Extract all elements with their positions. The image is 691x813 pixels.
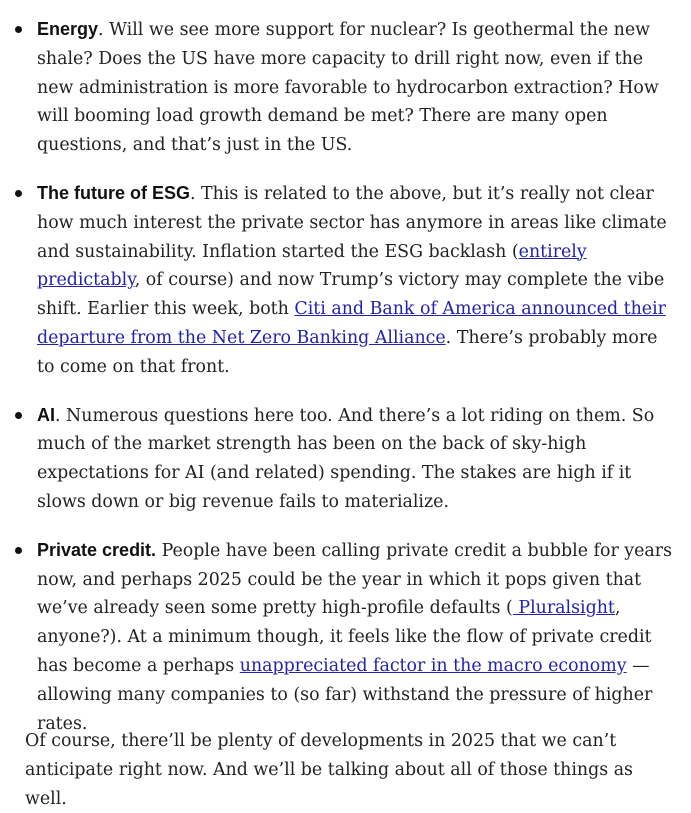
closing-paragraph: Of course, there’ll be plenty of developments in 2025 that we can’t anticipate right now. And we’ll be talking about all of those things as well. <box>25 731 633 809</box>
bullet-text: , anyone?). At a minimum though, it feels like the flow of private credit has become a perhaps <box>37 598 652 676</box>
bullet-text: Numerous questions here too. And there’s a lot riding on them. So much of the market strength has been on the back of sky-high expectations for AI (and related) spending. The stakes are high if it slows down or big revenue fails to materialize. <box>37 405 655 512</box>
bullet-dot-icon <box>15 190 22 197</box>
bullet-dot-icon <box>15 547 22 554</box>
link-unappreciated-factor[interactable]: unappreciated factor in the macro economy <box>239 655 627 676</box>
bullet-dot-icon <box>15 26 22 33</box>
bullet-title-punct: . <box>55 405 61 426</box>
bullet-title: The future of ESG <box>37 182 190 203</box>
bullet-text: This is related to the above, but it’s really not clear how much interest the private sector has anymore in areas like climate and sustainability. Inflation started the ESG backlash ( <box>37 183 667 262</box>
bullet-item-esg <box>0 179 691 382</box>
bullet-title: Energy <box>37 19 99 39</box>
link-net-zero-banking-alliance[interactable]: Citi and Bank of America announced their departure from the Net Zero Banking Alliance <box>37 299 666 348</box>
bullet-title: AI <box>37 404 55 425</box>
bullet-title: Private credit. <box>37 539 157 560</box>
bullet-item-ai <box>0 401 691 517</box>
bullet-dot-icon <box>15 412 22 419</box>
bullet-item-energy <box>0 15 691 160</box>
bullet-item-private-credit <box>0 536 691 739</box>
link-pluralsight[interactable]: Pluralsight <box>512 598 615 619</box>
bullet-title-punct: . <box>98 20 104 40</box>
bullet-text: Will we see more support for nuclear? Is geothermal the new shale? Does the US have more capacity to drill right now, even if the new administration is more favorable to hydrocarbon extraction? How will booming load growth demand be met? There are many open questions, and that’s just in the US. <box>37 20 659 156</box>
bullet-list <box>0 15 691 757</box>
bullet-text: People have been calling private credit a bubble for years now, and perhaps 2025 could be the year in which it pops given that we’ve already seen some pretty high-profile defaults ( <box>37 540 673 619</box>
bullet-title-punct: . <box>190 183 196 204</box>
bullet-text: — allowing many companies to (so far) withstand the pressure of higher rates. <box>37 655 653 734</box>
link-entirely-predictably[interactable]: entirely predictably <box>37 241 587 291</box>
bullet-text: , of course) and now Trump’s victory may complete the vibe shift. Earlier this week, both <box>37 270 665 320</box>
bullet-text: . There’s probably more to come on that front. <box>37 327 658 377</box>
